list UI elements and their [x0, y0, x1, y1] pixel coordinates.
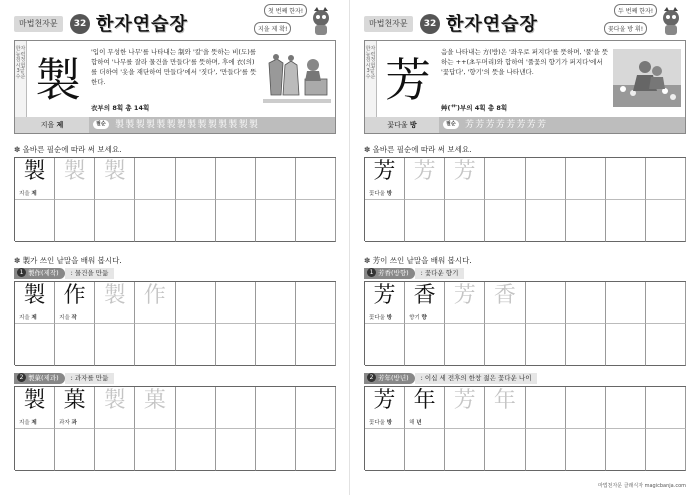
word-number: 1	[367, 268, 376, 277]
practice-cell[interactable]	[216, 324, 256, 366]
main-character: 製	[35, 53, 81, 107]
practice-cell[interactable]	[646, 282, 686, 324]
section-practice-heading: ✽ 올바른 필순에 따라 써 보세요.	[14, 144, 122, 155]
trace-character: 芳	[453, 159, 476, 184]
radical-strokes: 衣부의 8획 총 14획	[91, 104, 150, 112]
practice-cell[interactable]	[526, 324, 566, 366]
cell-label	[19, 189, 37, 197]
practice-cell[interactable]	[365, 158, 405, 200]
word-header-2	[14, 373, 336, 384]
model-character: 芳	[373, 283, 396, 308]
cell-label-sound: 년	[416, 420, 422, 426]
character-card	[14, 40, 336, 134]
practice-cell[interactable]	[405, 387, 445, 429]
card-bottom-bar	[15, 117, 335, 133]
word-meaning: : 이십 세 전후의 한창 젊은 꽃다운 나이	[415, 373, 538, 384]
footer-credit: 마법천자문 클래식자 magicbanja.com	[597, 483, 686, 489]
worksheet-title: 한자연습장	[446, 14, 538, 35]
model-character: 製	[23, 388, 46, 413]
cell-label	[409, 313, 427, 321]
speech-bubble-1: 두 번째 한자!	[614, 4, 657, 17]
cell-label-sound: 제	[31, 191, 37, 197]
practice-cell[interactable]	[256, 200, 296, 242]
practice-cell[interactable]	[606, 282, 646, 324]
trace-character: 製	[103, 283, 126, 308]
practice-cell[interactable]	[95, 158, 135, 200]
practice-cell[interactable]	[296, 429, 336, 471]
cell-label-text: 꽃다울	[369, 420, 387, 426]
cell-label	[59, 313, 77, 321]
practice-cell[interactable]	[135, 324, 175, 366]
practice-cell[interactable]	[566, 158, 606, 200]
word-number: 2	[367, 373, 376, 382]
practice-cell[interactable]	[566, 282, 606, 324]
word-pill	[364, 268, 415, 279]
trace-character: 製	[103, 388, 126, 413]
meaning-label	[365, 117, 439, 133]
practice-cell[interactable]	[526, 387, 566, 429]
model-character: 製	[23, 159, 46, 184]
practice-cell[interactable]	[176, 429, 216, 471]
cell-label-text: 과자	[59, 420, 72, 426]
cell-label	[19, 313, 37, 321]
practice-cell[interactable]	[485, 200, 525, 242]
practice-cell[interactable]	[445, 158, 485, 200]
radical-strokes: 艸(艹)부의 4획 총 8획	[441, 104, 508, 112]
meaning-label	[15, 117, 89, 133]
practice-cell[interactable]	[256, 324, 296, 366]
word-text: 芳年(방년)	[378, 374, 409, 382]
practice-cell[interactable]	[365, 429, 405, 471]
practice-cell[interactable]	[646, 158, 686, 200]
word-grid-2[interactable]	[14, 386, 336, 470]
stroke-order-sequence: 芳芳芳芳芳芳芳芳	[465, 120, 548, 130]
cell-label-sound: 방	[386, 315, 393, 321]
cell-label-text: 꽃다울	[369, 315, 387, 321]
word-number: 2	[17, 373, 26, 382]
practice-cell[interactable]	[95, 324, 135, 366]
practice-cell[interactable]	[445, 200, 485, 242]
practice-cell[interactable]	[55, 282, 95, 324]
flower-garden-illustration	[613, 49, 681, 107]
trace-character: 製	[103, 159, 126, 184]
practice-grid[interactable]	[14, 157, 336, 241]
lesson-number: 32	[420, 14, 440, 34]
practice-cell[interactable]	[445, 429, 485, 471]
meaning-sound: 제	[56, 121, 64, 129]
word-text: 芳香(방향)	[378, 269, 409, 277]
speech-bubble-1: 첫 번째 한자!	[264, 4, 307, 17]
practice-cell[interactable]	[55, 429, 95, 471]
cell-label	[19, 418, 37, 426]
practice-cell[interactable]	[55, 324, 95, 366]
level-side-label: 한자 능력 검정시험 3급 수준	[365, 41, 377, 119]
trace-character: 菓	[143, 388, 166, 413]
word-grid-1[interactable]	[14, 281, 336, 365]
model-character: 芳	[373, 388, 396, 413]
practice-cell[interactable]	[646, 324, 686, 366]
cell-label	[369, 313, 392, 321]
cell-label-text: 지을	[19, 420, 32, 426]
model-character: 製	[23, 283, 46, 308]
worksheet-title: 한자연습장	[96, 14, 188, 35]
practice-cell[interactable]	[606, 200, 646, 242]
practice-cell[interactable]	[606, 324, 646, 366]
practice-cell[interactable]	[485, 282, 525, 324]
cell-label	[409, 418, 421, 426]
practice-cell[interactable]	[216, 282, 256, 324]
character-description: '입이 무성한 나무'를 나타내는 制와 '칼'을 뜻하는 비(도)를 합하여 '나무를 잘라 물건을 만들다'를 뜻하며, 후에 衣(의)를 더하여 '옷을 재단하여 만들다'에서 '짓다', '만들다'를 뜻한다.	[91, 48, 257, 86]
practice-cell[interactable]	[95, 200, 135, 242]
meaning-sound: 방	[409, 121, 417, 129]
cell-label-sound: 작	[71, 315, 77, 321]
practice-grid[interactable]	[364, 157, 686, 241]
cell-label-sound: 방	[386, 191, 393, 197]
word-text: 製作(제작)	[28, 269, 59, 277]
practice-cell[interactable]	[15, 158, 55, 200]
word-header-1	[14, 268, 336, 279]
practice-cell[interactable]	[135, 429, 175, 471]
stroke-order-sequence: 製製製製製製製製製製製製製製	[115, 120, 260, 130]
stroke-order-label: 필순	[443, 120, 459, 129]
practice-cell[interactable]	[216, 429, 256, 471]
cell-label-text: 꽃다울	[369, 191, 387, 197]
practice-cell[interactable]	[485, 324, 525, 366]
level-side-label: 한자 능력 검정시험 3급 수준	[15, 41, 27, 119]
practice-cell[interactable]	[405, 200, 445, 242]
practice-cell[interactable]	[135, 387, 175, 429]
word-pill	[364, 373, 415, 384]
practice-cell[interactable]	[135, 200, 175, 242]
practice-cell[interactable]	[216, 200, 256, 242]
model-character: 年	[413, 388, 436, 413]
practice-cell[interactable]	[566, 429, 606, 471]
cell-label-sound: 방	[386, 420, 393, 426]
word-meaning: : 꽃다운 향기	[415, 268, 465, 279]
word-meaning: : 과자를 만듦	[65, 373, 115, 384]
cell-label-text: 지을	[19, 315, 32, 321]
practice-cell[interactable]	[485, 429, 525, 471]
trace-character: 年	[493, 388, 516, 413]
practice-cell[interactable]	[606, 158, 646, 200]
practice-cell[interactable]	[176, 282, 216, 324]
cell-label	[59, 418, 77, 426]
speech-bubble-2: 지을 제 확!	[254, 22, 291, 35]
practice-cell[interactable]	[405, 158, 445, 200]
practice-cell[interactable]	[646, 429, 686, 471]
section-practice-heading: ✽ 올바른 필순에 따라 써 보세요.	[364, 144, 472, 155]
word-number: 1	[17, 268, 26, 277]
practice-cell[interactable]	[566, 324, 606, 366]
practice-cell[interactable]	[256, 282, 296, 324]
practice-cell[interactable]	[526, 158, 566, 200]
practice-cell[interactable]	[606, 387, 646, 429]
main-character: 芳	[385, 53, 431, 107]
cell-label-text: 지을	[59, 315, 72, 321]
practice-cell[interactable]	[95, 429, 135, 471]
practice-cell[interactable]	[405, 282, 445, 324]
practice-cell[interactable]	[55, 200, 95, 242]
practice-cell[interactable]	[296, 158, 336, 200]
character-card	[364, 40, 686, 134]
practice-cell[interactable]	[445, 387, 485, 429]
word-grid-2[interactable]	[364, 386, 686, 470]
practice-cell[interactable]	[296, 282, 336, 324]
practice-cell[interactable]	[405, 324, 445, 366]
trace-character: 製	[63, 159, 86, 184]
practice-cell[interactable]	[176, 324, 216, 366]
word-pill	[14, 373, 65, 384]
practice-cell[interactable]	[15, 429, 55, 471]
practice-cell[interactable]	[365, 282, 405, 324]
practice-cell[interactable]	[256, 429, 296, 471]
model-character: 芳	[373, 159, 396, 184]
cell-label-sound: 과	[71, 420, 77, 426]
word-header-2	[364, 373, 686, 384]
lesson-number: 32	[70, 14, 90, 34]
cell-label-text: 향기	[409, 315, 422, 321]
word-meaning: : 물건을 만듦	[65, 268, 115, 279]
meaning-text: 꽃다울	[387, 121, 410, 129]
worksheet-header	[364, 10, 686, 36]
practice-cell[interactable]	[566, 387, 606, 429]
practice-cell[interactable]	[365, 324, 405, 366]
practice-cell[interactable]	[526, 200, 566, 242]
trace-character: 作	[143, 283, 166, 308]
worksheet-page-right	[350, 0, 700, 495]
trace-character: 香	[493, 283, 516, 308]
trace-character: 芳	[453, 388, 476, 413]
word-grid-1[interactable]	[364, 281, 686, 365]
practice-cell[interactable]	[365, 200, 405, 242]
practice-cell[interactable]	[15, 200, 55, 242]
practice-cell[interactable]	[256, 387, 296, 429]
practice-cell[interactable]	[216, 387, 256, 429]
practice-cell[interactable]	[15, 282, 55, 324]
speech-bubble-2: 꽃다울 방 휘!	[604, 22, 647, 35]
cell-label	[369, 418, 392, 426]
practice-cell[interactable]	[566, 200, 606, 242]
character-description: 음을 나타내는 方(방)은 '좌우로 퍼지다'를 뜻하며, '풀'을 뜻하는 ++(초두머리)와 합하여 '풀꽃의 향기가 퍼지다'에서 '꽃답다', '향기'의 뜻을 나타낸다.	[441, 48, 609, 76]
word-text: 製菓(제과)	[28, 374, 59, 382]
practice-cell[interactable]	[646, 387, 686, 429]
practice-cell[interactable]	[296, 387, 336, 429]
practice-cell[interactable]	[485, 158, 525, 200]
practice-cell[interactable]	[15, 387, 55, 429]
mascot-icon	[656, 6, 686, 36]
word-pill	[14, 268, 65, 279]
meaning-text: 지을	[40, 121, 57, 129]
clothing-illustration	[263, 49, 331, 107]
practice-cell[interactable]	[405, 429, 445, 471]
practice-cell[interactable]	[176, 158, 216, 200]
practice-cell[interactable]	[445, 282, 485, 324]
practice-cell[interactable]	[95, 387, 135, 429]
practice-cell[interactable]	[216, 158, 256, 200]
model-character: 菓	[63, 388, 86, 413]
cell-label	[369, 189, 392, 197]
practice-cell[interactable]	[15, 324, 55, 366]
worksheet-header	[14, 10, 336, 36]
section-words-heading: ✽ 製가 쓰인 낱말을 배워 봅시다.	[14, 255, 122, 266]
practice-cell[interactable]	[526, 282, 566, 324]
card-bottom-bar	[365, 117, 685, 133]
practice-cell[interactable]	[445, 324, 485, 366]
cell-label-text: 해	[409, 420, 417, 426]
model-character: 作	[63, 283, 86, 308]
practice-cell[interactable]	[365, 387, 405, 429]
cell-label-sound: 향	[421, 315, 427, 321]
section-words-heading: ✽ 芳이 쓰인 낱말을 배워 봅시다.	[364, 255, 472, 266]
practice-cell[interactable]	[526, 429, 566, 471]
practice-cell[interactable]	[176, 200, 216, 242]
trace-character: 芳	[413, 159, 436, 184]
cell-label-sound: 제	[31, 315, 37, 321]
series-label: 마법천자문	[14, 16, 63, 32]
cell-label-text: 지을	[19, 191, 32, 197]
practice-cell[interactable]	[485, 387, 525, 429]
practice-cell[interactable]	[55, 387, 95, 429]
word-header-1	[364, 268, 686, 279]
series-label: 마법천자문	[364, 16, 413, 32]
practice-cell[interactable]	[176, 387, 216, 429]
practice-cell[interactable]	[55, 158, 95, 200]
cell-label-sound: 제	[31, 420, 37, 426]
practice-cell[interactable]	[256, 158, 296, 200]
stroke-order-label: 필순	[93, 120, 109, 129]
practice-cell[interactable]	[296, 324, 336, 366]
mascot-icon	[306, 6, 336, 36]
model-character: 香	[413, 283, 436, 308]
practice-cell[interactable]	[606, 429, 646, 471]
practice-cell[interactable]	[135, 282, 175, 324]
practice-cell[interactable]	[646, 200, 686, 242]
practice-cell[interactable]	[135, 158, 175, 200]
trace-character: 芳	[453, 283, 476, 308]
practice-cell[interactable]	[296, 200, 336, 242]
practice-cell[interactable]	[95, 282, 135, 324]
